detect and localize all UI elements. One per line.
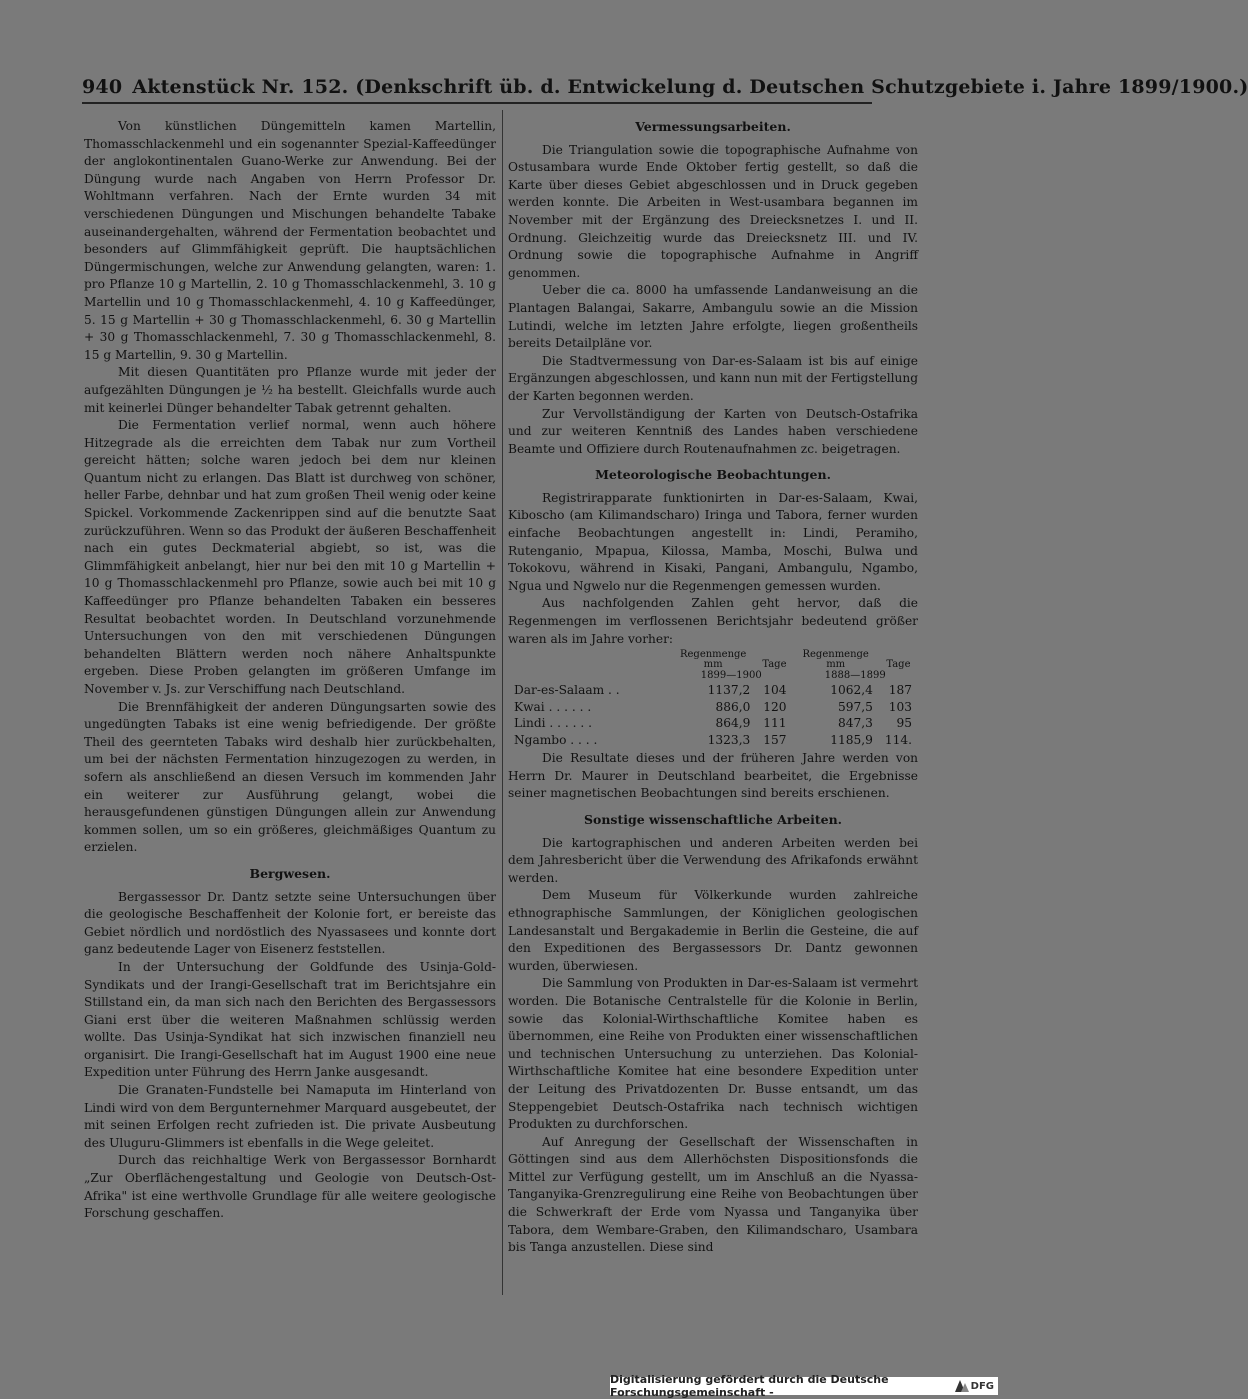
paragraph: Registrirapparate funktionirten in Dar-es-Salaam, Kwai, Kiboscho (am Kilimandscharo) Iringa und Tabora, ferner wurden einfache Beobachtungen angestellt in: Lindi, Peramiho, Rutenganio, Mpapua, Kilossa, Mamba, Moschi, Bulwa und Tokokovu, während in Kisaki, Pangani, Ambangulu, Ngambo, Ngua und Ngwelo nur die Regenmengen gemessen wurden. [508, 490, 918, 593]
table-cell-place: Ngambo . . . . [514, 732, 598, 747]
paragraph: Durch das reichhaltige Werk von Bergassessor Bornhardt „Zur Oberflächengestaltung und Geologie von Deutsch-Ost-Afrika" ist eine werthvolle Grundlage für alle weitere geologische Forschung geschaffen. [84, 1153, 496, 1221]
table-row [514, 732, 918, 749]
table-cell: 1185,9 [830, 732, 873, 747]
section-heading-vermessung: Vermessungsarbeiten. [635, 119, 791, 134]
paragraph: Die Granaten-Fundstelle bei Namaputa im Hinterland von Lindi wird von dem Bergunternehmer Marquard ausgebeutet, der mit seinen Erfolgen recht zufrieden ist. Die private Ausbeutung des Uluguru-Glimmers ist ebenfalls in die Wege geleitet. [84, 1083, 496, 1150]
paragraph: Die Stadtvermessung von Dar-es-Salaam ist bis auf einige Ergänzungen abgeschlossen, und kann nun mit der Fertigstellung der Karten begonnen werden. [508, 353, 918, 403]
header-rule [82, 102, 872, 104]
paragraph: Bergassessor Dr. Dantz setzte seine Untersuchungen über die geologische Beschaffenheit der Kolonie fort, er bereiste das Gebiet nördlich und nordöstlich des Nyassasees und konnte dort ganz bedeutende Lager von Eisenerz feststellen. [84, 889, 496, 957]
rainfall-table [514, 650, 918, 748]
paragraph: Auf Anregung der Gesellschaft der Wissenschaften in Göttingen sind aus dem Allerhöchsten Dispositionsfonds die Mittel zur Verfügung gestellt, um im Anschluß an die Nyassa-Tanganyika-Grenzregulirung eine Reihe von Beobachtungen über die Schwerkraft der Erde vom Nyassa und Tanganyika über Tabora, dem Wembare-Graben, den Kilimandscharo, Usambara bis Tanga anzustellen. Diese sind [508, 1134, 918, 1255]
paragraph: Aus nachfolgenden Zahlen geht hervor, daß die Regenmengen im verflossenen Berichtsjahr bedeutend größer waren als im Jahre vorher: [508, 596, 918, 646]
table-header: Tage [762, 659, 787, 671]
table-cell: 114. [884, 732, 912, 747]
dfg-logo-icon [955, 1380, 969, 1392]
column-divider [502, 110, 503, 1295]
period-label: 1888—1899 [824, 670, 886, 682]
paragraph: Dem Museum für Völkerkunde wurden zahlreiche ethnographische Sammlungen, der Königlichen geologischen Landesanstalt und Bergakademie in Berlin die Gesteine, die auf den Expeditionen des Bergassessors Dr. Dantz gewonnen wurden, überwiesen. [508, 888, 918, 973]
dfg-logo-text: DFG [970, 1380, 994, 1392]
table-cell: 1323,3 [707, 732, 751, 747]
table-cell: 120 [763, 699, 787, 714]
period-label: 1899—1900 [700, 670, 762, 682]
paragraph: Die Resultate dieses und der früheren Jahre werden von Herrn Dr. Maurer in Deutschland bearbeitet, die Ergebnisse seiner magnetischen Beobachtungen sind bereits erschienen. [508, 751, 918, 801]
footer-text: Digitalisierung gefördert durch die Deutsche Forschungsgemeinschaft - [610, 1373, 889, 1399]
section-heading-sonstige: Sonstige wissenschaftliche Arbeiten. [583, 812, 843, 827]
table-cell-place: Kwai . . . . . . [514, 699, 592, 714]
paragraph: In der Untersuchung der Goldfunde des Usinja-Gold-Syndikats und der Irangi-Gesellschaft trat im Berichtsjahre ein Stillstand ein, da man sich nach den Berichten des Bergassessors Giani erst über die weiteren Maßnahmen schlüssig werden wollte. Das Usinja-Syndikat hat sich inzwischen finanziell neu organisirt. Die Irangi-Gesellschaft hat im August 1900 eine neue Expedition unter Führung des Herrn Janke ausgesandt. [84, 959, 496, 1080]
paragraph: Ueber die ca. 8000 ha umfassende Landanweisung an die Plantagen Balangai, Sakarre, Ambangulu sowie an die Mission Lutindi, welche im letzten Jahre erfolgte, liegen großentheils bereits Detailpläne vor. [508, 283, 918, 351]
table-row [514, 682, 918, 699]
table-cell: 104 [763, 683, 787, 698]
table-header: Tage [886, 659, 911, 671]
table-cell: 1062,4 [830, 683, 873, 698]
paragraph: Die Brennfähigkeit der anderen Düngungsarten sowie des ungedüngten Tabaks ist eine wenig befriedigende. Der größte Theil des geernteten Tabaks wird deshalb hier zurückbehalten, um bei der nächsten Fermentation hinzugezogen zu werden, in sofern als anschließend an diesen Versuch im kommenden Jahr ein weiterer zur Ausführung gelangt, wobei die herausgefundenen günstigen Düngungen allein zur Anwendung kommen sollen, um so ein größeres, gleichmäßiges Quantum zu erzielen. [84, 699, 496, 855]
table-row [514, 699, 918, 716]
right-column [508, 118, 918, 1257]
paragraph: Von künstlichen Düngemitteln kamen Martellin, Thomasschlackenmehl und ein sogenannter Spezial-Kaffeedünger der anglokontinentalen Guano-Werke zur Anwendung. Bei der Düngung wurde nach Angaben von Herrn Professor Dr. Wohltmann verfahren. Nach der Ernte wurden 34 mit verschiedenen Düngungen und Mischungen behandelte Tabake auseinandergehalten, während der Fermentation beobachtet und besonders auf Glimmfähigkeit geprüft. Die hauptsächlichen Düngermischungen, welche zur Anwendung gelangten, waren: 1. pro Pflanze 10 g Martellin, 2. 10 g Thomasschlackenmehl, 3. 10 g Martellin und 10 g Thomasschlackenmehl, 4. 10 g Kaffeedünger, 5. 15 g Martellin + 30 g Thomasschlackenmehl, 6. 30 g Martellin + 30 g Thomasschlackenmehl, 7. 30 g Thomasschlackenmehl, 8. 15 g Martellin, 9. 30 g Martellin. [84, 119, 496, 362]
table-cell: 1137,2 [707, 683, 751, 698]
page-header [82, 76, 1248, 104]
left-column [84, 118, 496, 1223]
table-header: Regenmenge mm [802, 649, 869, 671]
paragraph: Die Fermentation verlief normal, wenn auch höhere Hitzegrade als die erreichten dem Tabak nur zum Vortheil gereicht hätten; solche waren jedoch bei dem nur kleinen Quantum nicht zu erlangen. Das Blatt ist durchweg von schöner, heller Farbe, dehnbar und hat zum großen Theil wenig oder keine Spickel. Vorkommende Zackenrippen sind auf die benutzte Saat zurückzuführen. Wenn so das Produkt der äußeren Beschaffenheit nach ein gutes Deckmaterial abgiebt, so ist, was die Glimmfähigkeit anbelangt, hier nur bei den mit 10 g Martellin + 10 g Thomasschlackenmehl pro Pflanze, sowie auch bei mit 10 g Kaffeedünger pro Pflanze behandelten Tabaken ein besseres Resultat beobachtet worden. In Deutschland vorzunehmende Untersuchungen von den mit verschiedenen Düngungen behandelten Blättern werden noch nähere Anhaltspunkte ergeben. Diese Proben gelangten im größeren Umfange im November v. Js. zur Verschiffung nach Deutschland. [84, 418, 496, 696]
table-cell: 847,3 [837, 716, 873, 731]
table-cell: 187 [888, 683, 912, 698]
running-title: Aktenstück Nr. 152. (Denkschrift üb. d. Entwickelung d. Deutschen Schutzgebiete i. Jahre 1899/1900.) [132, 76, 1248, 98]
paragraph: Zur Vervollständigung der Karten von Deutsch-Ostafrika und zur weiteren Kenntniß des Landes haben verschiedene Beamte und Offiziere durch Routenaufnahmen zc. beigetragen. [508, 406, 918, 456]
section-heading-meteorologie: Meteorologische Beobachtungen. [595, 467, 831, 483]
table-row [514, 715, 918, 732]
table-header: Regenmenge mm [679, 649, 747, 671]
table-corner [514, 670, 670, 682]
table-cell-place: Dar-es-Salaam . . [514, 683, 620, 698]
table-cell: 864,9 [715, 716, 751, 731]
paragraph: Die Triangulation sowie die topographische Aufnahme von Ostusambara wurde Ende Oktober fertig gestellt, so daß die Karte über dieses Gebiet abgeschlossen und in Druck gegeben werden konnte. Die Arbeiten in West-usambara begannen im November mit der Ergänzung des Dreiecksnetzes I. und II. Ordnung. Gleichzeitig wurde das Dreiecksnetz III. und IV. Ordnung sowie die topographische Aufnahme in Angriff genommen. [508, 142, 918, 280]
dfg-logo [955, 1380, 994, 1392]
section-heading-bergwesen: Bergwesen. [249, 865, 331, 881]
table-cell: 597,5 [837, 699, 873, 714]
table-cell: 95 [896, 716, 912, 731]
table-corner [514, 650, 670, 670]
table-cell: 886,0 [715, 699, 751, 714]
table-cell: 157 [763, 732, 787, 747]
page-number: 940 [82, 76, 123, 98]
digitization-footer [610, 1373, 998, 1399]
table-cell-place: Lindi . . . . . . [514, 716, 593, 731]
paragraph: Die kartographischen und anderen Arbeiten werden bei dem Jahresbericht über die Verwendung des Afrikafonds erwähnt werden. [508, 835, 918, 885]
table-cell: 111 [763, 716, 787, 731]
table-cell: 103 [888, 699, 912, 714]
paragraph: Mit diesen Quantitäten pro Pflanze wurde mit jeder der aufgezählten Düngungen je ½ ha bestellt. Gleichfalls wurde auch mit keinerlei Dünger behandelter Tabak getrennt gehalten. [84, 365, 496, 415]
paragraph: Die Sammlung von Produkten in Dar-es-Salaam ist vermehrt worden. Die Botanische Centralstelle für die Kolonie in Berlin, sowie das Kolonial-Wirthschaftliche Komitee haben es übernommen, eine Reihe von Produkten einer wissenschaftlichen und technischen Untersuchung zu unterziehen. Das Kolonial-Wirthschaftliche Komitee hat eine besondere Expedition unter der Leitung des Privatdozenten Dr. Busse entsandt, um das Steppengebiet Deutsch-Ostafrika nach technisch wichtigen Produkten zu durchforschen. [508, 976, 918, 1132]
